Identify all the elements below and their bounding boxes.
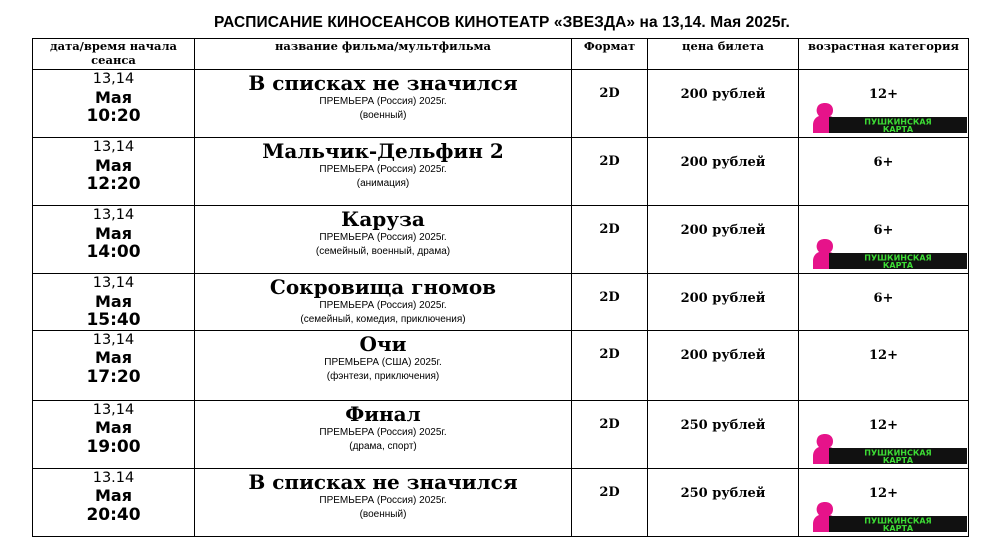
pushkin-card-logo-icon <box>809 239 967 269</box>
session-time: 17:20 <box>86 366 141 387</box>
session-datetime <box>33 330 195 400</box>
film-format: 2D <box>572 400 648 468</box>
ticket-price: 200 рублей <box>648 330 799 400</box>
header-film: название фильма/мультфильма <box>195 39 572 70</box>
pushkin-label-line1: ПУШКИНСКАЯ <box>864 253 932 263</box>
film-premiere: ПРЕМЬЕРА (Россия) 2025г. <box>319 494 447 506</box>
session-month: Мая <box>95 418 132 437</box>
film-cell <box>195 206 572 274</box>
age-cell <box>799 330 969 400</box>
age-rating: 12+ <box>869 485 898 501</box>
film-premiere: ПРЕМЬЕРА (Россия) 2025г. <box>319 426 447 438</box>
film-title: Мальчик-Дельфин 2 <box>262 139 504 163</box>
ticket-price: 250 рублей <box>648 468 799 536</box>
film-title: Очи <box>359 331 407 356</box>
ticket-price: 200 рублей <box>648 70 799 138</box>
age-cell <box>799 70 969 138</box>
session-day: 13,14 <box>92 331 135 348</box>
pushkin-card-logo-icon <box>809 434 967 464</box>
age-cell <box>799 468 969 536</box>
film-premiere: ПРЕМЬЕРА (Россия) 2025г. <box>319 300 447 311</box>
session-time: 15:40 <box>86 310 141 330</box>
film-format: 2D <box>572 138 648 206</box>
film-format: 2D <box>572 330 648 400</box>
session-time: 12:20 <box>86 174 141 194</box>
film-format: 2D <box>572 206 648 274</box>
pushkin-card-logo-icon <box>809 103 967 133</box>
film-genre: (драма, спорт) <box>349 440 417 452</box>
film-title: Каруза <box>341 207 425 231</box>
table-row <box>33 206 969 274</box>
table-header-row <box>33 39 969 70</box>
age-rating: 6+ <box>873 223 894 238</box>
session-month: Мая <box>95 87 132 107</box>
age-rating: 6+ <box>873 155 894 170</box>
schedule-table <box>32 38 969 537</box>
table-row <box>33 468 969 536</box>
film-cell <box>195 274 572 331</box>
session-day: 13,14 <box>92 275 135 291</box>
session-day: 13,14 <box>92 207 135 223</box>
pushkin-label-line2: КАРТА <box>882 261 914 269</box>
film-cell <box>195 70 572 138</box>
film-cell <box>195 330 572 400</box>
film-title: В списках не значился <box>248 71 518 95</box>
film-genre: (семейный, комедия, приключения) <box>300 314 466 325</box>
pushkin-label-line2: КАРТА <box>882 523 914 532</box>
session-datetime <box>33 400 195 468</box>
session-time: 19:00 <box>86 436 141 457</box>
session-month: Мая <box>95 155 132 175</box>
page-title: РАСПИСАНИЕ КИНОСЕАНСОВ КИНОТЕАТР «ЗВЕЗДА» на 13,14. Мая 2025г. <box>214 14 790 31</box>
pushkin-label-line1: ПУШКИНСКАЯ <box>864 117 932 127</box>
session-time: 20:40 <box>86 504 141 525</box>
film-cell <box>195 468 572 536</box>
film-premiere: ПРЕМЬЕРА (США) 2025г. <box>324 356 442 368</box>
film-title: Сокровища гномов <box>269 275 497 299</box>
film-cell <box>195 138 572 206</box>
header-format: Формат <box>572 39 648 70</box>
age-cell <box>799 138 969 206</box>
film-format: 2D <box>572 468 648 536</box>
session-datetime <box>33 468 195 536</box>
session-month: Мая <box>95 223 132 243</box>
session-datetime <box>33 70 195 138</box>
age-cell <box>799 274 969 331</box>
ticket-price: 200 рублей <box>648 138 799 206</box>
film-genre: (военный) <box>359 508 407 520</box>
film-genre: (семейный, военный, драма) <box>315 246 451 257</box>
age-rating: 12+ <box>869 417 898 433</box>
age-rating: 12+ <box>869 347 898 363</box>
session-day: 13,14 <box>92 401 135 418</box>
film-genre: (анимация) <box>356 178 410 189</box>
age-cell <box>799 206 969 274</box>
film-premiere: ПРЕМЬЕРА (Россия) 2025г. <box>319 232 447 243</box>
session-month: Мая <box>95 486 132 505</box>
film-genre: (фэнтези, приключения) <box>326 370 440 382</box>
session-datetime <box>33 138 195 206</box>
table-row <box>33 138 969 206</box>
session-month: Мая <box>95 291 132 311</box>
film-title: Финал <box>345 401 421 426</box>
film-genre: (военный) <box>359 110 407 121</box>
film-premiere: ПРЕМЬЕРА (Россия) 2025г. <box>319 164 447 175</box>
age-cell <box>799 400 969 468</box>
table-row <box>33 330 969 400</box>
ticket-price: 200 рублей <box>648 274 799 331</box>
film-format: 2D <box>572 274 648 331</box>
header-datetime: дата/время начала сеанса <box>33 39 195 70</box>
table-row <box>33 70 969 138</box>
ticket-price: 200 рублей <box>648 206 799 274</box>
pushkin-label-line1: ПУШКИНСКАЯ <box>864 516 932 525</box>
age-rating: 12+ <box>869 87 898 102</box>
session-day: 13,14 <box>92 71 135 87</box>
session-day: 13,14 <box>92 139 135 155</box>
session-month: Мая <box>95 348 132 367</box>
age-rating: 6+ <box>873 291 894 306</box>
header-age: возрастная категория <box>799 39 969 70</box>
table-row <box>33 400 969 468</box>
table-row <box>33 274 969 331</box>
session-time: 14:00 <box>86 242 141 262</box>
pushkin-label-line1: ПУШКИНСКАЯ <box>864 448 932 457</box>
session-datetime <box>33 274 195 331</box>
ticket-price: 250 рублей <box>648 400 799 468</box>
session-datetime <box>33 206 195 274</box>
pushkin-label-line2: КАРТА <box>882 125 914 133</box>
session-day: 13.14 <box>92 469 135 486</box>
pushkin-card-logo-icon <box>809 502 967 532</box>
film-premiere: ПРЕМЬЕРА (Россия) 2025г. <box>319 96 447 107</box>
film-title: В списках не значился <box>248 469 518 494</box>
session-time: 10:20 <box>86 106 141 126</box>
header-price: цена билета <box>648 39 799 70</box>
film-format: 2D <box>572 70 648 138</box>
pushkin-label-line2: КАРТА <box>882 455 914 464</box>
film-cell <box>195 400 572 468</box>
